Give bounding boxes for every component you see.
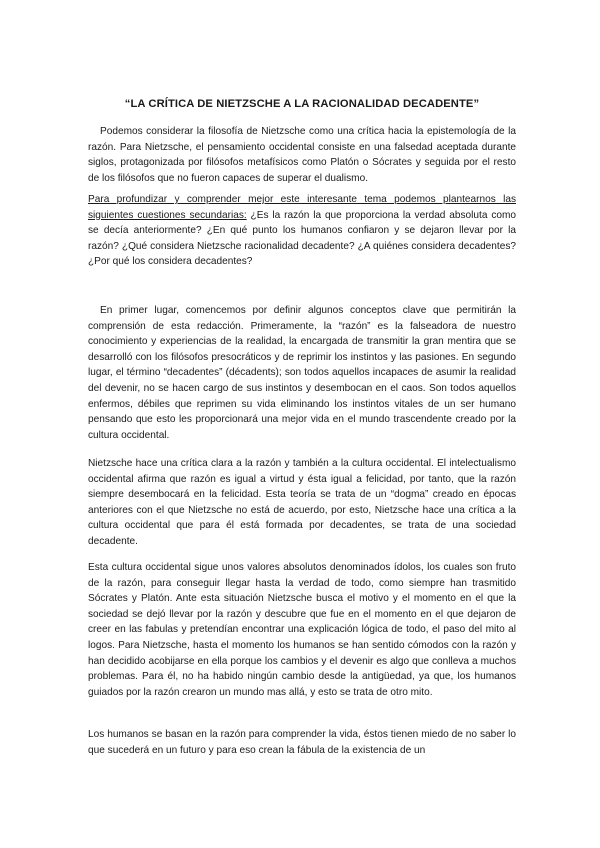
paragraph-critique: Nietzsche hace una crítica clara a la razón y también a la cultura occidental. El intelectualismo occidental afirma que razón es igual a virtud y ésta igual a felicidad, por tanto, que la razón siempre desembocará en la felicidad. Esta teoría se trata de un “dogma” creado en épocas anteriores con el que Nietzsche no está de acuerdo, por esto, Nietzsche hace una crítica a la cultura occidental que para él está formada por decadentes, se trata de una sociedad decadente. (88, 458, 516, 547)
questions-underlined-text: Para profundizar y comprender mejor este interesante tema podemos plantearnos las siguientes cuestiones secundarias: (88, 194, 516, 221)
paragraph-intro: Podemos considerar la filosofía de Nietzsche como una crítica hacia la epistemología de la razón. Para Nietzsche, el pensamiento occidental consiste en una falsedad aceptada durante siglos, protagonizada por filósofos metafísicos como Platón o Sócrates y seguida por el resto de los filósofos que no fueron capaces de superar el dualismo. (88, 126, 516, 184)
document-title: “LA CRÍTICA DE NIETZSCHE A LA RACIONALIDAD DECADENTE” (124, 98, 480, 110)
paragraph-closing: Los humanos se basan en la razón para comprender la vida, éstos tienen miedo de no saber lo que sucederá en un futuro y para eso crean la fábula de la existencia de un (88, 729, 516, 756)
paragraph-definitions: En primer lugar, comencemos por definir algunos conceptos clave que permitirán la comprensión de esta redacción. Primeramente, la “razón” es la falseadora de nuestro conocimiento y experiencias de la realidad, la encargada de transmitir la gran mentira que se desarrolló con los filósofos presocráticos y de reprimir los instintos y las pasiones. En segundo lugar, el término “decadentes” (décadents); son todos aquellos incapaces de asumir la realidad del devenir, no se hacen cargo de sus instintos y desembocan en el caos. Son todos aquellos enfermos, débiles que reprimen su vida eliminando los instintos vitales de un ser humano pensando que esto les proporcionará una mejor vida en el mundo trascendente creado por la cultura occidental. (88, 305, 516, 441)
paragraph-questions (88, 192, 516, 270)
paragraph-idols: Esta cultura occidental sigue unos valores absolutos denominados ídolos, los cuales son fruto de la razón, para conseguir llegar hasta la verdad de todo, como siempre han trasmitido Sócrates y Platón. Ante esta situación Nietzsche busca el motivo y el momento en el que la sociedad se dejó llevar por la razón y descubre que fue en el momento en el que dejaron de creer en las fabulas y pretendían encontrar una explicación lógica de todo, el paso del mito al logos. Para Nietzsche, hasta el momento los humanos se han sentido cómodos con la razón y han decidido acobijarse en ella porque los cambios y el devenir es algo que conlleva a muchos problemas. Para él, no ha habido ningún cambio desde la antigüedad, ya que, los humanos guiados por la razón crearon un mundo mas allá, y esto se trata de otro mito. (88, 562, 516, 698)
questions-text: ¿Es la razón la que proporciona la verdad absoluta como se decía anteriormente? ¿En qué punto los humanos confiaron y se dejaron llevar por la razón? ¿Qué considera Nietzsche racionalidad decadente? ¿A quiénes considera decadentes? ¿Por qué los considera decadentes? (88, 209, 517, 268)
